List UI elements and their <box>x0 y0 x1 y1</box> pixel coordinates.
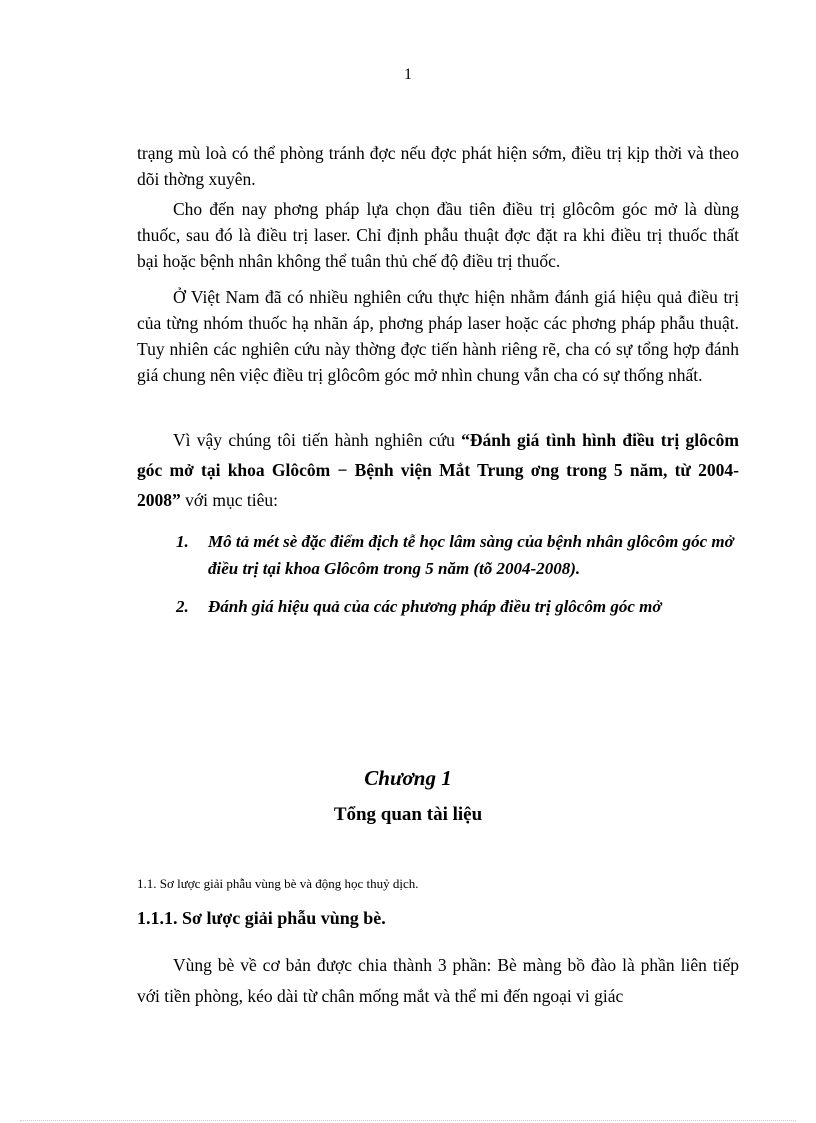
page-number: 1 <box>404 66 412 83</box>
chapter-label: Chương 1 <box>364 766 452 790</box>
intro-paragraph-4 <box>137 425 739 515</box>
objective-text: Đánh giá hiệu quả của các phương pháp điều trị glôcôm góc mở <box>208 597 662 616</box>
intro-p4-prefix: Vì vậy chúng tôi tiến hành nghiên cứu <box>173 430 462 450</box>
intro-p4-suffix: với mục tiêu: <box>180 490 278 510</box>
objective-item <box>176 528 744 582</box>
objective-number: 2. <box>176 597 189 616</box>
objectives-list <box>176 528 744 620</box>
objective-number: 1. <box>176 532 189 551</box>
page-edge-divider <box>20 1120 796 1121</box>
intro-paragraph-2: Cho đến nay phơng pháp lựa chọn đầu tiên điều trị glôcôm góc mở là dùng thuốc, sau đó là điều trị laser. Chỉ định phẫu thuật đợc đặt ra khi điều trị thuốc thất bại hoặc bệnh nhân không thể tuân thủ chế độ điều trị thuốc. <box>137 199 739 271</box>
objective-text: Mô tả mét sè đặc điểm địch tễ học lâm sàng của bệnh nhân glôcôm góc mở điều trị tại khoa Glôcôm trong 5 năm (tõ 2004-2008). <box>208 532 734 578</box>
objective-item <box>176 593 744 620</box>
subsection-heading: 1.1.1. Sơ lược giải phẫu vùng bè. <box>137 908 386 928</box>
section-heading: 1.1. Sơ lược giải phẫu vùng bè và động học thuỷ dịch. <box>137 876 419 891</box>
subsection-body: Vùng bè về cơ bản được chia thành 3 phần: Bè màng bồ đào là phần liên tiếp với tiền phòng, kéo dài từ chân mống mắt và thể mi đến ngoại vi giác <box>137 955 739 1006</box>
intro-paragraph-1: trạng mù loà có thể phòng tránh đợc nếu đợc phát hiện sớm, điều trị kịp thời và theo dõi thờng xuyên. <box>137 143 739 189</box>
study-title: “Đánh giá tình hình điều trị glôcôm góc mở tại khoa Glôcôm − Bệnh viện Mắt Trung ơng trong 5 năm, từ 2004-2008” <box>137 430 739 510</box>
chapter-title: Tổng quan tài liệu <box>333 804 483 825</box>
intro-paragraph-3: Ở Việt Nam đã có nhiều nghiên cứu thực hiện nhằm đánh giá hiệu quả điều trị của từng nhóm thuốc hạ nhãn áp, phơng pháp laser hoặc các phơng pháp phẫu thuật. Tuy nhiên các nghiên cứu này thờng đợc tiến hành riêng rẽ, cha có sự tổng hợp đánh giá chung nên việc điều trị glôcôm góc mở nhìn chung vẫn cha có sự thống nhất. <box>137 287 739 385</box>
